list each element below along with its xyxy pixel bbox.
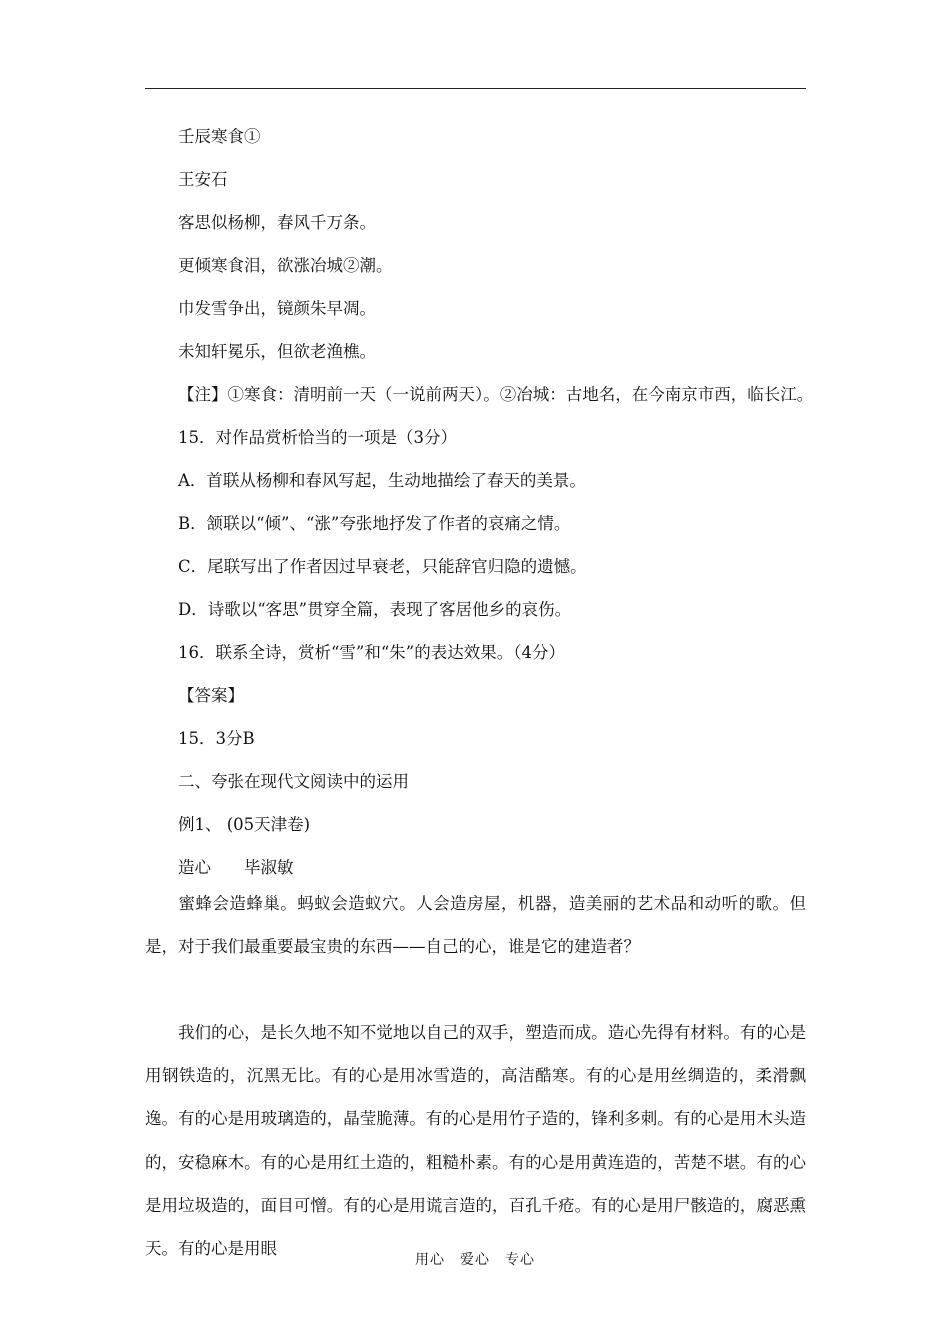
poem-author: 王安石 [178, 170, 228, 189]
poem-line-2: 更倾寒食泪，欲涨冶城②潮。 [178, 256, 393, 275]
article-paragraph-1-text: 蜜蜂会造蜂巢。蚂蚁会造蚁穴。人会造房屋，机器，造美丽的艺术品和动听的歌。但是，对于我们最重要最宝贵的东西——自己的心，谁是它的建造者？ [145, 894, 806, 957]
answer-15: 15．3分B [178, 729, 255, 748]
poem-title: 壬辰寒食① [178, 127, 261, 146]
article-paragraph-1 [145, 882, 806, 968]
poem-line-1: 客思似杨柳，春风千万条。 [178, 213, 376, 232]
article-paragraph-2-text: 我们的心，是长久地不知不觉地以自己的双手，塑造而成。造心先得有材料。有的心是用钢铁造的，沉黑无比。有的心是用冰雪造的，高洁酷寒。有的心是用丝绸造的，柔滑飘逸。有的心是用玻璃造的，晶莹脆薄。有的心是用竹子造的，锋利多刺。有的心是用木头造的，安稳麻木。有的心是用红土造的，粗糙朴素。有的心是用黄连造的，苦楚不堪。有的心是用垃圾造的，面目可憎。有的心是用谎言造的，百孔千疮。有的心是用尸骸造的，腐恶熏天。有的心是用眼 [145, 1023, 806, 1259]
poem-note: 【注】①寒食：清明前一天（一说前两天）。②冶城：古地名，在今南京市西，临长江。 [178, 385, 814, 404]
option-d: D．诗歌以“客思”贯穿全篇，表现了客居他乡的哀伤。 [178, 600, 572, 619]
option-c: C．尾联写出了作者因过早衰老，只能辞官归隐的遗憾。 [178, 557, 587, 576]
article-paragraph-2 [145, 1011, 806, 1270]
article-title: 造心 毕淑敏 [178, 858, 294, 877]
header-rule [145, 88, 806, 89]
example-label: 例1、 (05天津卷) [178, 815, 311, 834]
poem-line-4: 未知轩冕乐，但欲老渔樵。 [178, 342, 376, 361]
question-16: 16．联系全诗，赏析“雪”和“朱”的表达效果。（4分） [178, 643, 565, 662]
poem-line-3: 巾发雪争出，镜颜朱早凋。 [178, 299, 376, 318]
option-b: B．颔联以“倾”、“涨”夸张地抒发了作者的哀痛之情。 [178, 514, 571, 533]
answer-heading: 【答案】 [178, 686, 244, 705]
section-heading: 二、夸张在现代文阅读中的运用 [178, 772, 409, 791]
question-15: 15．对作品赏析恰当的一项是（3分） [178, 428, 457, 447]
option-a: A．首联从杨柳和春风写起，生动地描绘了春天的美景。 [178, 471, 586, 490]
page-footer: 用心 爱心 专心 [415, 1252, 535, 1268]
